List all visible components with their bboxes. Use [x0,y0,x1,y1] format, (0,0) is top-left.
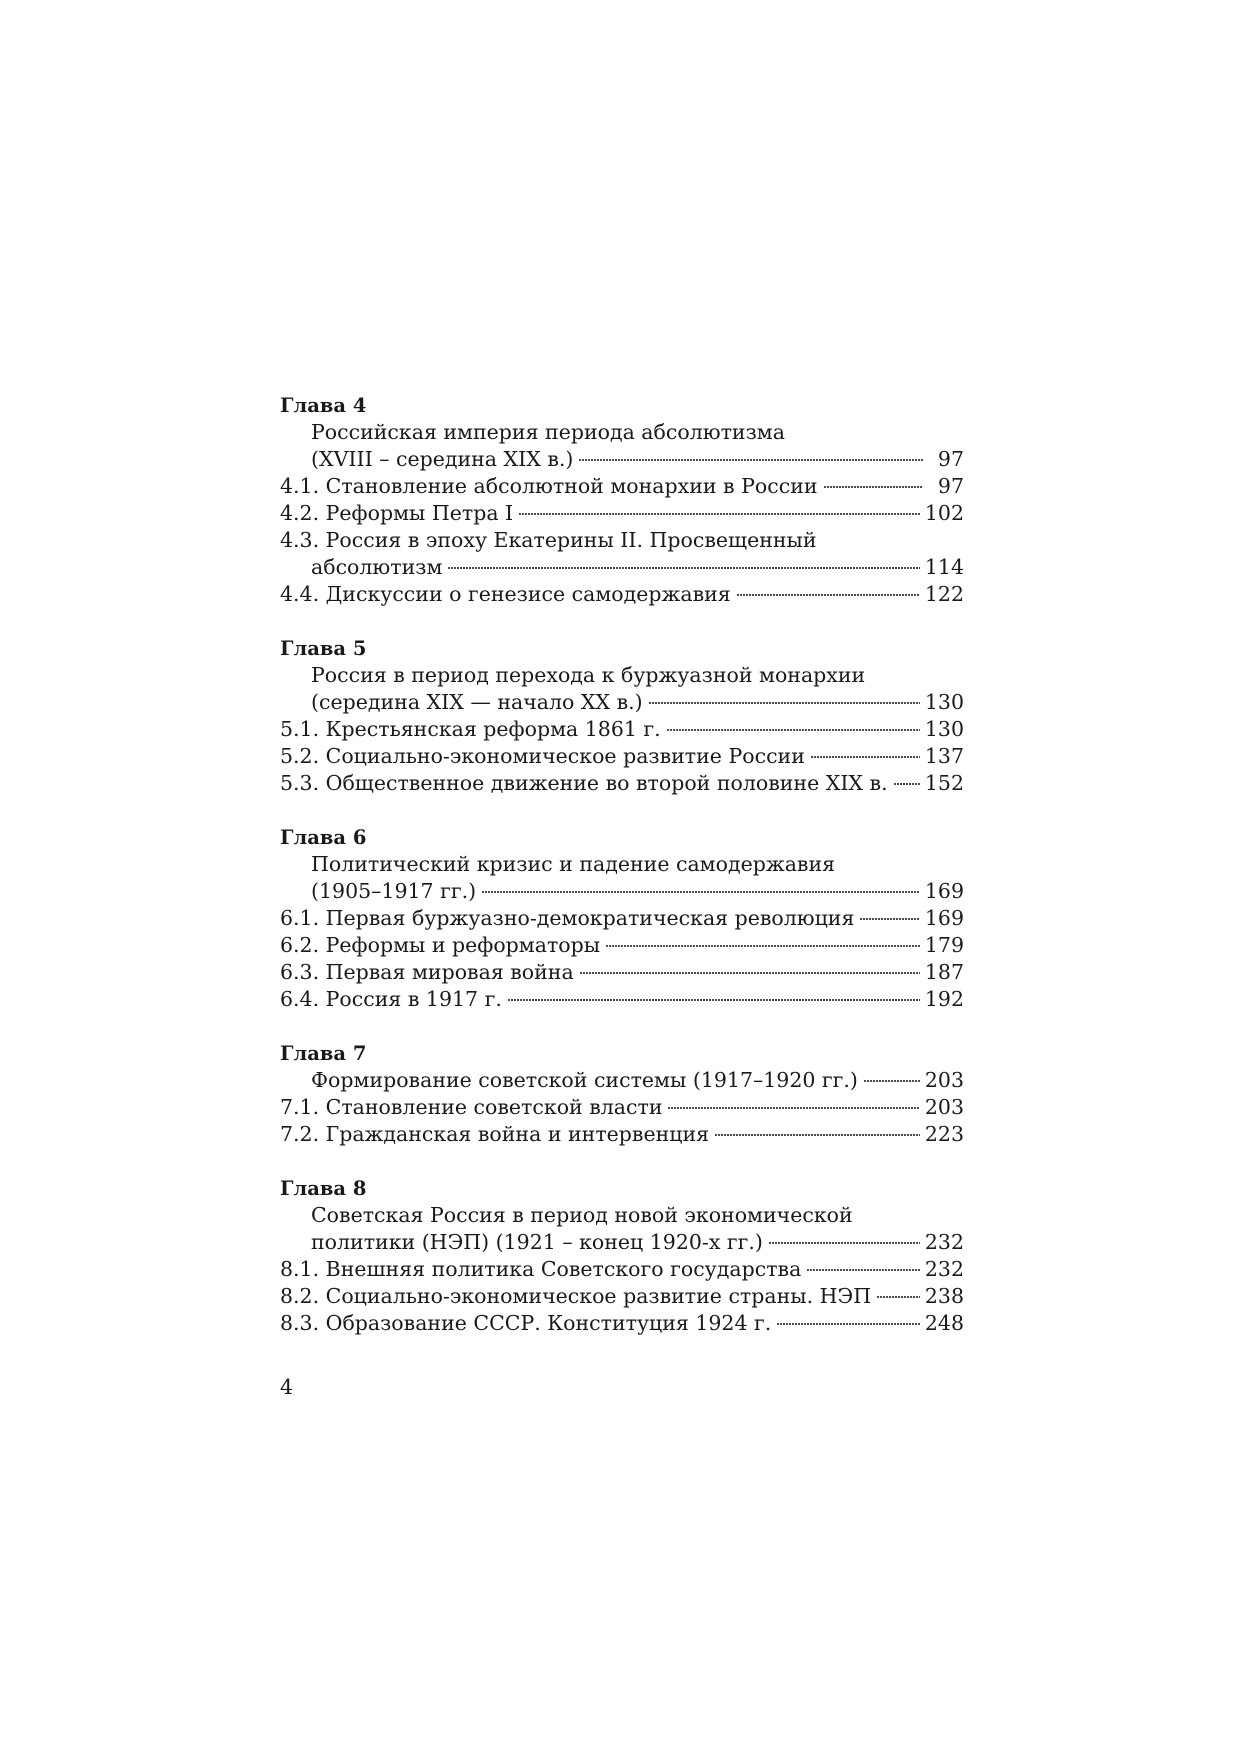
chapter-title-entry-page-number: 169 [924,879,964,903]
section-entry-page-number: 169 [924,906,964,930]
chapter-block [280,392,964,608]
dot-leader [777,1323,920,1329]
dot-leader [519,513,920,519]
dot-leader [824,486,923,492]
chapter-label: Глава 7 [280,1042,367,1065]
chapter-title-line [280,1202,964,1229]
chapter-title-line [280,662,964,689]
section-entry[interactable] [280,770,964,797]
chapter-title-text: Российская империя периода абсолютизма [311,420,785,444]
section-entry-text: 7.2. Гражданская война и интервенция [280,1122,710,1146]
section-entry-page-number: 114 [924,555,964,579]
dot-leader [807,1269,920,1275]
section-entry-text: 7.1. Становление советской власти [280,1095,663,1119]
dot-leader [769,1242,920,1248]
chapter-title-entry-text: (XVIII – середина XIX в.) [311,447,574,471]
chapter-title-text: Политический кризис и падение самодержавия [311,852,836,876]
section-entry-text: 6.2. Реформы и реформаторы [280,933,601,957]
dot-leader [448,567,919,573]
dot-leader [737,594,920,600]
section-entry[interactable] [280,473,964,500]
section-entry[interactable] [280,1283,964,1310]
chapter-title-entry-page-number: 97 [937,447,964,471]
chapter-title-entry[interactable] [280,689,964,716]
page-number: 4 [280,1375,294,1399]
chapter-block [280,824,964,1013]
section-entry[interactable] [280,1121,964,1148]
dot-leader [482,891,920,897]
section-entry-page-number: 137 [924,744,964,768]
section-entry-page-number: 152 [924,771,964,795]
chapter-title-entry-text: Формирование советской системы (1917–1920 гг.) [311,1068,858,1092]
section-entry[interactable] [280,986,964,1013]
chapter-label: Глава 8 [280,1177,367,1200]
dot-leader [606,945,920,951]
chapter-title-entry-page-number: 232 [924,1230,964,1254]
dot-leader [894,783,920,789]
section-entry[interactable] [280,1256,964,1283]
section-entry-line [280,527,964,554]
section-entry-text: 4.3. Россия в эпоху Екатерины II. Просвещенный [280,528,817,552]
chapter-title-entry[interactable] [280,446,964,473]
section-entry-text: 4.1. Становление абсолютной монархии в России [280,474,818,498]
chapter-title-entry-text: политики (НЭП) (1921 – конец 1920-х гг.) [311,1230,763,1254]
table-of-contents [280,392,964,1364]
chapter-title-entry-page-number: 130 [924,690,964,714]
section-entry[interactable] [280,500,964,527]
section-entry-page-number: 97 [937,474,964,498]
chapter-title-entry[interactable] [280,1067,964,1094]
chapter-title-text: Россия в период перехода к буржуазной монархии [311,663,866,687]
dot-leader [864,1080,920,1086]
dot-leader [877,1296,920,1302]
dot-leader [580,972,920,978]
section-entry-page-number: 179 [924,933,964,957]
chapter-title-line [280,419,964,446]
section-entry-page-number: 187 [924,960,964,984]
section-entry-text: 5.3. Общественное движение во второй половине XIX в. [280,771,888,795]
section-entry[interactable] [280,743,964,770]
section-entry[interactable] [280,932,964,959]
section-entry-page-number: 238 [924,1284,964,1308]
section-entry-page-number: 192 [924,987,964,1011]
section-entry[interactable] [280,581,964,608]
section-entry-text: абсолютизм [311,555,443,579]
section-entry-text: 5.2. Социально-экономическое развитие России [280,744,805,768]
section-entry-text: 4.4. Дискуссии о генезисе самодержавия [280,582,731,606]
chapter-title-entry-text: (середина XIX — начало XX в.) [311,690,643,714]
dot-leader [649,702,920,708]
section-entry[interactable] [280,554,964,581]
section-entry-page-number: 203 [924,1095,964,1119]
section-entry[interactable] [280,1310,964,1337]
section-entry-page-number: 232 [924,1257,964,1281]
section-entry[interactable] [280,905,964,932]
section-entry-text: 6.3. Первая мировая война [280,960,574,984]
section-entry[interactable] [280,1094,964,1121]
section-entry-text: 5.1. Крестьянская реформа 1861 г. [280,717,661,741]
chapter-title-entry-text: (1905–1917 гг.) [311,879,477,903]
dot-leader [860,918,919,924]
chapter-title-entry[interactable] [280,1229,964,1256]
dot-leader [668,1107,919,1113]
chapter-block [280,635,964,797]
section-entry-text: 8.2. Социально-экономическое развитие страны. НЭП [280,1284,872,1308]
section-entry[interactable] [280,716,964,743]
chapter-block [280,1175,964,1337]
chapter-title-entry[interactable] [280,878,964,905]
dot-leader [811,756,920,762]
chapter-title-line [280,851,964,878]
section-entry[interactable] [280,959,964,986]
dot-leader [508,999,920,1005]
section-entry-page-number: 248 [924,1311,964,1335]
chapter-label: Глава 6 [280,826,367,849]
dot-leader [579,459,923,465]
section-entry-page-number: 223 [924,1122,964,1146]
section-entry-page-number: 102 [924,501,964,525]
section-entry-text: 8.1. Внешняя политика Советского государства [280,1257,802,1281]
chapter-label: Глава 4 [280,394,367,417]
section-entry-text: 8.3. Образование СССР. Конституция 1924 г. [280,1311,772,1335]
dot-leader [715,1134,920,1140]
section-entry-page-number: 130 [924,717,964,741]
chapter-title-entry-page-number: 203 [924,1068,964,1092]
section-entry-text: 6.4. Россия в 1917 г. [280,987,502,1011]
chapter-title-text: Советская Россия в период новой экономической [311,1203,853,1227]
section-entry-page-number: 122 [924,582,964,606]
chapter-label: Глава 5 [280,637,367,660]
chapter-block [280,1040,964,1148]
dot-leader [667,729,920,735]
section-entry-text: 4.2. Реформы Петра I [280,501,514,525]
section-entry-text: 6.1. Первая буржуазно-демократическая революция [280,906,855,930]
